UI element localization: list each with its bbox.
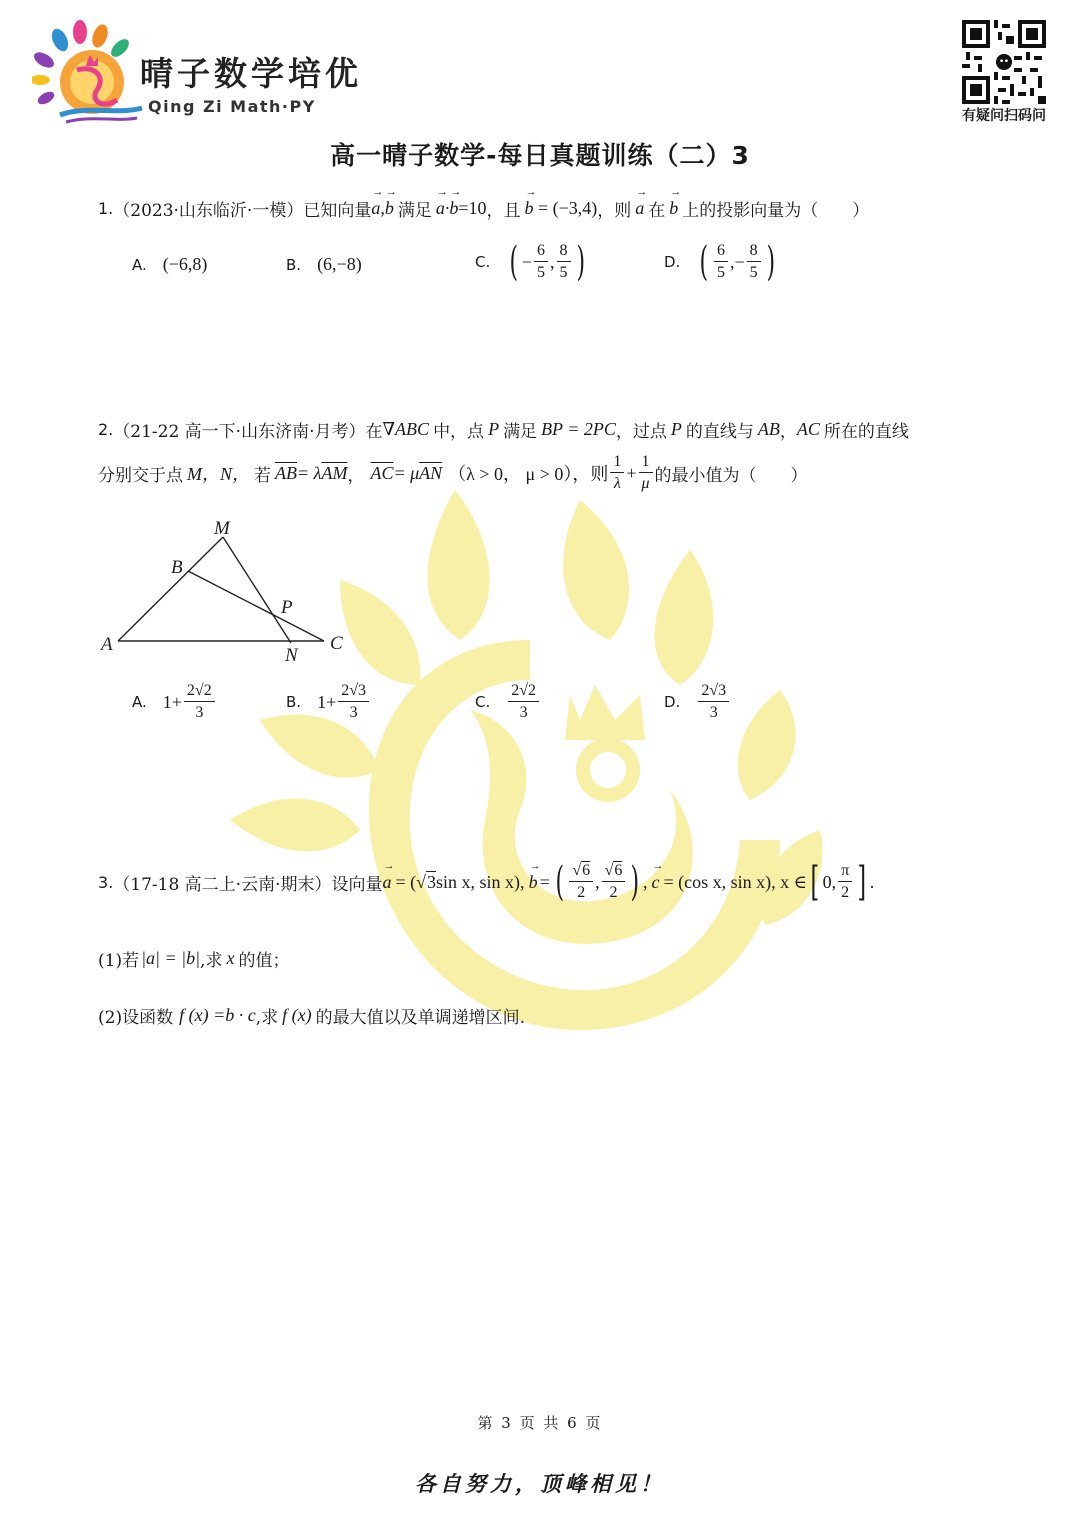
vector-b: → b <box>669 198 678 219</box>
fraction-one-over-lambda: $\frac{1}{\lambda}$ <box>610 454 624 492</box>
stem-text: 已知向量 <box>303 201 372 221</box>
segment-mn <box>223 537 291 643</box>
point-p: P <box>670 419 682 439</box>
part-text: 的最大值以及单调递增区间. <box>315 1008 526 1028</box>
fraction: $\frac{√6}{2}$ <box>569 863 593 901</box>
a-def: = ( <box>395 871 417 892</box>
option-label: B. <box>286 255 302 274</box>
points-mn: M，N， <box>187 464 250 484</box>
fraction: $\frac{6}{5}$ <box>714 243 728 281</box>
qr-caption: 有疑问扫码问 <box>962 108 1046 124</box>
paren-left: ( <box>509 239 519 285</box>
fraction: $\frac{6}{5}$ <box>534 243 548 281</box>
stem-text: 在 <box>365 422 383 442</box>
paren-left: ( <box>555 859 564 905</box>
stem-text: ，且 <box>486 201 521 221</box>
fraction: $\frac{\pi}{2}$ <box>838 863 852 901</box>
fraction: $\frac{2√2}{3}$ <box>508 683 539 721</box>
option-label: D. <box>664 693 681 711</box>
stem-text: 所在的直线 <box>823 422 909 442</box>
part-text: 的值； <box>238 951 290 971</box>
plus-sign: + <box>626 462 637 483</box>
stem-text: 的最小值为（ ） <box>654 465 808 486</box>
stem-text: 满足 <box>503 422 538 442</box>
option-label: D. <box>664 253 681 271</box>
vector-ab: $\overline{AB}$ <box>275 462 297 483</box>
option-label: C. <box>475 253 491 271</box>
question-1-stem <box>98 196 869 221</box>
vector-c: → c <box>652 872 660 893</box>
question-number: 2. <box>98 420 114 439</box>
question-source: （17-18 高二上·云南·期末） <box>113 874 332 895</box>
question-2-stem-line2 <box>98 454 808 492</box>
stem-text: 的直线与 <box>685 422 754 442</box>
option-c[interactable]: C. ( − $\frac{6}{5}$ , $\frac{8}{5}$ ) <box>475 239 585 285</box>
bracket-right: ] <box>857 859 867 905</box>
fraction: $\frac{8}{5}$ <box>557 243 571 281</box>
interval-left: 0, <box>822 871 837 892</box>
minus-sign: − <box>734 251 745 272</box>
lambda-eq: = λ <box>297 462 322 483</box>
question-number: 3. <box>98 872 114 892</box>
paren-right: ) <box>630 859 640 905</box>
option-a[interactable] <box>132 254 207 275</box>
segment-am <box>118 537 223 641</box>
brand-name-en: Qing Zi Math·PY <box>148 97 316 116</box>
stem-text: 满足 <box>397 201 432 221</box>
part-text: (1)若 <box>98 951 140 971</box>
brand-logo-icon <box>32 20 144 125</box>
option-label: A. <box>132 255 147 274</box>
triangle-abc: ∇ABC <box>382 419 430 439</box>
question-source: （2023·山东临沂·一模） <box>113 201 304 221</box>
vector-a: → a <box>383 872 392 893</box>
variable-x: x <box>226 948 235 968</box>
segment-bc <box>188 571 324 641</box>
page-number: 第 3 页 共 6 页 <box>477 1414 603 1432</box>
bp-equation: BP = 2PC <box>541 419 616 439</box>
c-def: = (cos x, sin x), x ∈ <box>663 871 807 892</box>
option-prefix: 1+ <box>317 691 337 712</box>
label-a: A <box>101 634 113 655</box>
question-3-part-2 <box>98 1003 525 1028</box>
part-text: (2)设函数 <box>98 1008 174 1028</box>
function-def: f (x) = <box>179 1005 226 1025</box>
vector-an: $\overline{AN}$ <box>419 462 443 483</box>
point-p: P <box>488 419 500 439</box>
footer-slogan: 各自努力，顶峰相见！ <box>415 1471 665 1496</box>
vector-ac: $\overline{AC}$ <box>370 462 394 483</box>
fraction: $\frac{2√2}{3}$ <box>184 683 215 721</box>
page-title: 高一晴子数学-每日真题训练（二）3 <box>330 141 750 170</box>
label-m: M <box>214 518 230 539</box>
stem-text: ， <box>779 422 797 442</box>
option-b[interactable] <box>286 254 362 275</box>
bracket-left: [ <box>810 859 820 905</box>
a-def: sin x, sin x), <box>436 871 525 892</box>
part-text: ,求 <box>255 1008 279 1028</box>
option-prefix: 1+ <box>162 691 182 712</box>
vector-ab: → a,→ b <box>371 198 394 219</box>
sqrt-sign: √ <box>416 871 427 892</box>
option-a[interactable] <box>132 683 217 721</box>
stem-text: ，过点 <box>615 422 667 442</box>
vector-b: → b <box>529 872 538 893</box>
stem-text: 上的投影向量为（ ） <box>682 201 870 221</box>
vector-b: → b <box>525 198 534 219</box>
abs-equation: |a| = |b| <box>141 948 201 968</box>
question-2-stem-line1 <box>98 417 909 442</box>
minus-sign: − <box>521 251 533 272</box>
stem-text: 若 <box>254 465 271 486</box>
option-b[interactable] <box>286 683 371 721</box>
question-3-stem: 3. （17-18 高二上·云南·期末） 设向量 → a = ( √ 3 sin x, sin x), → b = ( $\frac{√6}{2}$ , $\frac{√6}{2}$ ) , → c = (cos x, sin x), x ∈ [ 0, $\frac{\pi}{2}$ ] . <box>98 862 874 902</box>
dot-product: → a·→ b <box>436 198 459 219</box>
paren-right: ) <box>576 239 585 285</box>
option-label: C. <box>475 693 491 711</box>
vector-am: $\overline{AM}$ <box>321 462 348 483</box>
label-p: P <box>281 597 293 618</box>
option-d[interactable] <box>664 683 731 721</box>
question-number: 1. <box>98 199 114 218</box>
line-ab: AB <box>757 419 780 439</box>
fraction: $\frac{8}{5}$ <box>747 243 761 281</box>
function-ref: f (x) <box>282 1005 312 1025</box>
b-value: (−3,4) <box>552 198 598 218</box>
fraction: $\frac{2√3}{3}$ <box>698 683 729 721</box>
option-label: A. <box>132 693 147 711</box>
label-n: N <box>285 645 298 664</box>
equals-sign: = <box>533 198 553 218</box>
part-text: ,求 <box>200 951 223 971</box>
stem-text: ， <box>347 465 365 486</box>
dot-product: b · c <box>225 1005 256 1025</box>
period: . <box>869 871 875 892</box>
paren-left: ( <box>699 239 709 285</box>
label-c: C <box>330 633 343 654</box>
condition: （λ > 0， μ > 0），则 <box>448 464 609 484</box>
qr-code-icon[interactable] <box>962 20 1046 104</box>
stem-text: 设向量 <box>331 874 383 895</box>
mu-eq: = μ <box>393 462 420 483</box>
triangle-figure <box>96 512 356 664</box>
fraction-one-over-mu: $\frac{1}{\mu}$ <box>639 454 653 492</box>
option-value: (−6,8) <box>162 254 208 274</box>
radicand: 3 <box>427 872 437 892</box>
option-c[interactable] <box>475 683 541 721</box>
paren-right: ) <box>766 239 775 285</box>
dot-value: =10 <box>458 198 487 218</box>
question-source: （21-22 高一下·山东济南·月考） <box>113 422 366 442</box>
label-b: B <box>171 557 183 578</box>
fraction: $\frac{√6}{2}$ <box>602 863 626 901</box>
stem-text: ，则 <box>597 201 632 221</box>
line-ac: AC <box>796 419 820 439</box>
b-def: = <box>539 871 550 892</box>
option-d[interactable]: D. ( $\frac{6}{5}$ , − $\frac{8}{5}$ ) <box>664 239 775 285</box>
option-label: B. <box>286 693 302 711</box>
fraction: $\frac{2√3}{3}$ <box>338 683 369 721</box>
question-3-part-1 <box>98 946 289 971</box>
brand-name-cn: 晴子数学培优 <box>140 54 362 93</box>
option-value: (6,−8) <box>317 254 362 274</box>
stem-text: 分别交于点 <box>98 465 183 486</box>
stem-text: 在 <box>648 201 666 221</box>
vector-a: → a <box>635 198 644 219</box>
stem-text: 中，点 <box>433 422 485 442</box>
